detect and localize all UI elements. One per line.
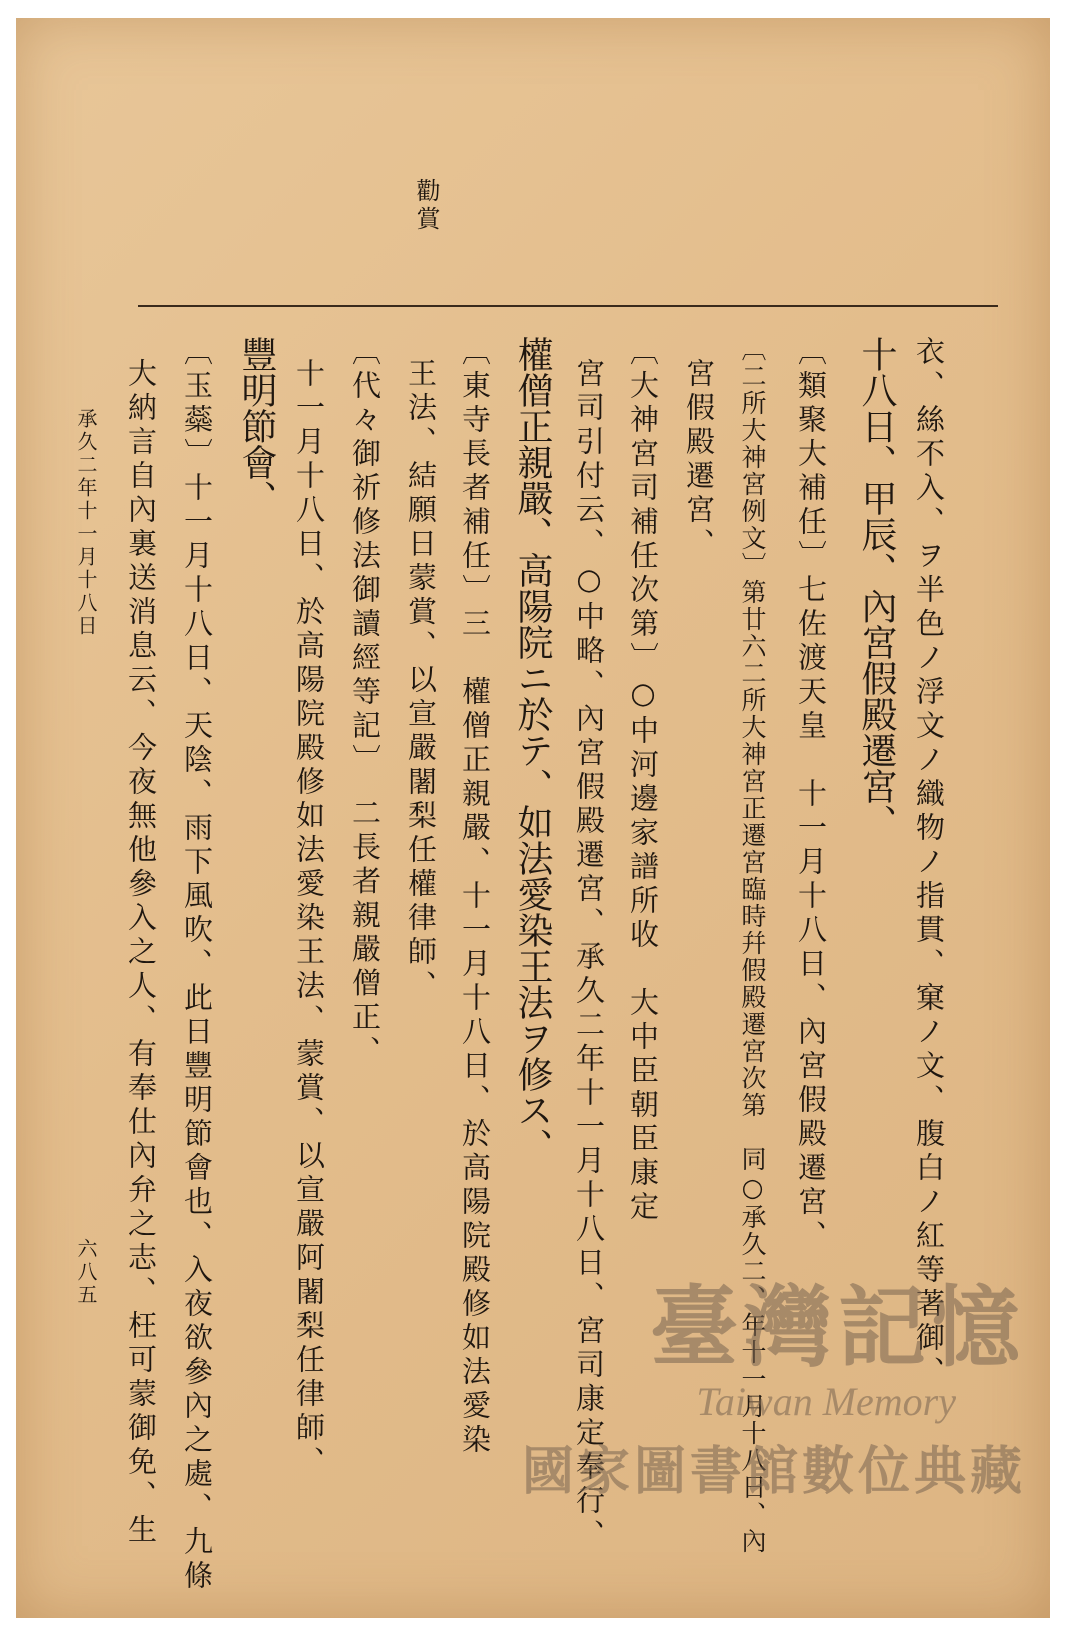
text-column: 大納言自內裏送消息云、今夜無他參入之人、有奉仕內弁之志、枉可蒙御免、生 [124,358,158,1548]
entry-heading: 豐明節會、 [236,336,277,516]
book-page [16,18,1050,1618]
watermark [486,1258,1026,1502]
text-column: 宮假殿遷宮、 [682,358,716,562]
citation-column: 〔大神宮司補任次第〕○中河邊家譜所收 大中臣朝臣康定 [626,336,660,1225]
citation-column: 〔類聚大補任〕七佐渡天皇 十一月十八日、內宮假殿遷宮、 [794,336,828,1254]
text-column: 十一月十八日、於高陽院殿修如法愛染王法、蒙賞、以宣嚴阿闍梨任律師、 [292,358,326,1480]
citation-column: 〔東寺長者補任〕三 權僧正親嚴、十一月十八日、於高陽院殿修如法愛染 [458,336,492,1458]
page-number: 六八五 [74,1238,98,1307]
citation-column: 〔代々御祈修法御讀經等記〕 二長者親嚴僧正、 [348,336,382,1070]
text-column: 宮司引付云、○中略、內宮假殿遷宮、承久二年十一月十八日、宮司康定奉行、 [572,358,606,1553]
watermark-english: Taiwan Memory [696,1379,956,1424]
entry-heading: 十八日、甲辰、內宮假殿遷宮、 [856,336,897,840]
entry-heading: 權僧正親嚴、高陽院ニ於テ、如法愛染王法ヲ修ス、 [512,336,553,1164]
citation-column: 〔二所大神宮例文〕第廿六二所大神宮正遷宮臨時幷假殿遷宮次第 同○承久二、年十一月十八日、內 [738,336,767,1555]
citation-column: 〔玉蘂〕十一月十八日、天陰、雨下風吹、此日豐明節會也、入夜欲參內之處、九條 [180,336,214,1594]
watermark-title: 臺灣記憶 [649,1275,1026,1379]
watermark-org: 國家圖書館數位典藏 [521,1442,1026,1502]
header-rule [138,305,998,307]
running-title: 勸賞 [412,178,440,234]
margin-date: 承久二年十一月十八日 [74,408,98,638]
text-column: 衣、絲不入、ヲ半色ノ浮文ノ織物ノ指貫、窠ノ文、腹白ノ紅等著御、 [912,336,946,1390]
text-column: 王法、結願日蒙賞、以宣嚴闍梨任權律師、 [404,358,438,1004]
